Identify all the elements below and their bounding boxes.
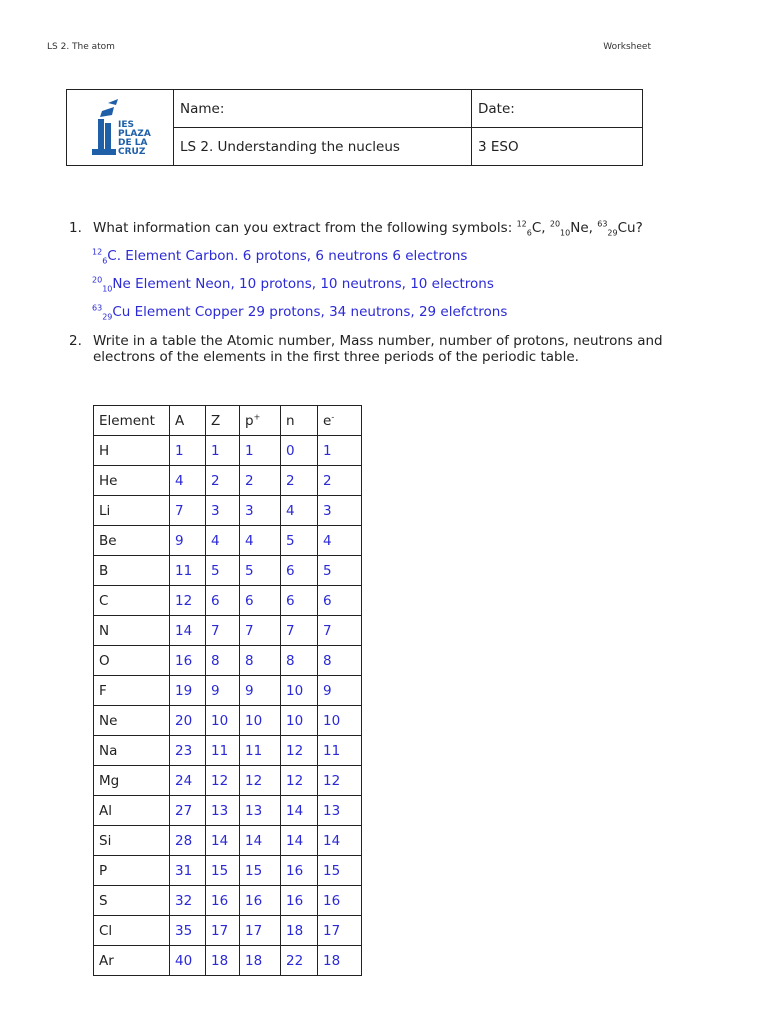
element-symbol-cell: Na: [94, 736, 170, 766]
value-cell: 3: [318, 496, 362, 526]
value-cell: 7: [281, 616, 318, 646]
col-e: e-: [318, 406, 362, 436]
answer-carbon: $^{12}_6$C. Element Carbon. 6 protons, 6 neutrons 6 electrons: [92, 247, 468, 266]
value-cell: 18: [206, 946, 240, 976]
value-cell: 16: [170, 646, 206, 676]
value-cell: 18: [281, 916, 318, 946]
doc-header-left: LS 2. The atom: [47, 42, 115, 52]
answer-copper: $^{63}_{29}$Cu Element Copper 29 protons, 34 neutrons, 29 elefctrons: [92, 303, 508, 322]
col-a: A: [170, 406, 206, 436]
value-cell: 12: [170, 586, 206, 616]
element-symbol-cell: F: [94, 676, 170, 706]
value-cell: 16: [281, 886, 318, 916]
table-row: [94, 646, 362, 676]
element-symbol-cell: Si: [94, 826, 170, 856]
answer-neon: $^{20}_{10}$Ne Element Neon, 10 protons, 10 neutrons, 10 electrons: [92, 275, 494, 294]
logo-text-4: CRUZ: [118, 146, 146, 157]
header-table: [66, 89, 643, 166]
table-row: [94, 826, 362, 856]
value-cell: 4: [240, 526, 281, 556]
value-cell: 28: [170, 826, 206, 856]
value-cell: 35: [170, 916, 206, 946]
course-level: 3 ESO: [472, 128, 643, 166]
value-cell: 5: [318, 556, 362, 586]
value-cell: 6: [281, 556, 318, 586]
value-cell: 12: [318, 766, 362, 796]
value-cell: 2: [206, 466, 240, 496]
value-cell: 1: [240, 436, 281, 466]
element-symbol-cell: O: [94, 646, 170, 676]
school-logo-cell: [67, 90, 174, 166]
value-cell: 11: [170, 556, 206, 586]
element-symbol-cell: H: [94, 436, 170, 466]
value-cell: 14: [281, 826, 318, 856]
elements-table: [93, 405, 362, 976]
col-p: p+: [240, 406, 281, 436]
value-cell: 9: [206, 676, 240, 706]
value-cell: 14: [240, 826, 281, 856]
table-row: [94, 766, 362, 796]
value-cell: 1: [170, 436, 206, 466]
value-cell: 8: [318, 646, 362, 676]
value-cell: 18: [240, 946, 281, 976]
value-cell: 14: [206, 826, 240, 856]
value-cell: 10: [281, 706, 318, 736]
value-cell: 6: [281, 586, 318, 616]
value-cell: 7: [170, 496, 206, 526]
value-cell: 3: [206, 496, 240, 526]
value-cell: 17: [206, 916, 240, 946]
table-row: [94, 436, 362, 466]
value-cell: 2: [240, 466, 281, 496]
logo-text-3: DE LA: [118, 137, 148, 148]
table-row: [94, 616, 362, 646]
value-cell: 11: [240, 736, 281, 766]
table-row: [94, 796, 362, 826]
value-cell: 15: [240, 856, 281, 886]
value-cell: 5: [206, 556, 240, 586]
value-cell: 3: [240, 496, 281, 526]
value-cell: 20: [170, 706, 206, 736]
value-cell: 8: [240, 646, 281, 676]
value-cell: 12: [281, 766, 318, 796]
value-cell: 23: [170, 736, 206, 766]
table-row: [94, 736, 362, 766]
value-cell: 6: [318, 586, 362, 616]
table-row: [94, 496, 362, 526]
table-row: [94, 886, 362, 916]
school-logo: [88, 97, 152, 159]
col-z: Z: [206, 406, 240, 436]
value-cell: 1: [206, 436, 240, 466]
date-label: Date:: [472, 90, 643, 128]
value-cell: 15: [206, 856, 240, 886]
question-2-text: Write in a table the Atomic number, Mass number, number of protons, neutrons and electrons of the elements in the first three periods of the periodic table.: [93, 333, 663, 365]
element-symbol-cell: Mg: [94, 766, 170, 796]
value-cell: 13: [318, 796, 362, 826]
table-row: [94, 946, 362, 976]
table-row: [94, 586, 362, 616]
value-cell: 16: [206, 886, 240, 916]
value-cell: 7: [240, 616, 281, 646]
value-cell: 7: [206, 616, 240, 646]
col-n: n: [281, 406, 318, 436]
value-cell: 4: [281, 496, 318, 526]
value-cell: 13: [206, 796, 240, 826]
doc-header-right: Worksheet: [603, 42, 651, 52]
element-symbol-cell: P: [94, 856, 170, 886]
value-cell: 5: [281, 526, 318, 556]
table-row: [94, 556, 362, 586]
value-cell: 10: [318, 706, 362, 736]
table-row: [94, 916, 362, 946]
value-cell: 10: [206, 706, 240, 736]
value-cell: 11: [318, 736, 362, 766]
table-row: [94, 856, 362, 886]
value-cell: 11: [206, 736, 240, 766]
value-cell: 2: [281, 466, 318, 496]
value-cell: 22: [281, 946, 318, 976]
value-cell: 9: [318, 676, 362, 706]
element-symbol-cell: C: [94, 586, 170, 616]
value-cell: 17: [240, 916, 281, 946]
value-cell: 8: [206, 646, 240, 676]
value-cell: 2: [318, 466, 362, 496]
name-label: Name:: [174, 90, 472, 128]
element-symbol-cell: N: [94, 616, 170, 646]
element-symbol-cell: Ar: [94, 946, 170, 976]
value-cell: 10: [281, 676, 318, 706]
table-header-row: [94, 406, 362, 436]
value-cell: 40: [170, 946, 206, 976]
value-cell: 32: [170, 886, 206, 916]
table-row: [94, 676, 362, 706]
table-row: [94, 526, 362, 556]
value-cell: 31: [170, 856, 206, 886]
logo-text-2: PLAZA: [118, 128, 151, 139]
col-element: Element: [94, 406, 170, 436]
element-symbol-cell: S: [94, 886, 170, 916]
element-symbol-cell: Be: [94, 526, 170, 556]
unit-title: LS 2. Understanding the nucleus: [174, 128, 472, 166]
element-symbol-cell: Cl: [94, 916, 170, 946]
element-symbol-cell: B: [94, 556, 170, 586]
value-cell: 0: [281, 436, 318, 466]
value-cell: 9: [240, 676, 281, 706]
value-cell: 7: [318, 616, 362, 646]
value-cell: 12: [206, 766, 240, 796]
question-2-number: 2.: [69, 333, 82, 349]
value-cell: 4: [170, 466, 206, 496]
value-cell: 14: [170, 616, 206, 646]
value-cell: 18: [318, 946, 362, 976]
value-cell: 19: [170, 676, 206, 706]
question-1-number: 1.: [69, 220, 82, 236]
element-symbol-cell: Al: [94, 796, 170, 826]
table-row: [94, 466, 362, 496]
value-cell: 24: [170, 766, 206, 796]
value-cell: 12: [281, 736, 318, 766]
logo-text-1: IES: [118, 119, 134, 130]
value-cell: 9: [170, 526, 206, 556]
value-cell: 4: [206, 526, 240, 556]
question-1-text: What information can you extract from the following symbols: $^{12}_6$C, $^{20}_{10}$Ne, $^{63}_{29}$Cu?: [93, 219, 643, 238]
value-cell: 6: [240, 586, 281, 616]
element-symbol-cell: Ne: [94, 706, 170, 736]
table-row: [94, 706, 362, 736]
value-cell: 14: [318, 826, 362, 856]
value-cell: 4: [318, 526, 362, 556]
value-cell: 27: [170, 796, 206, 826]
value-cell: 14: [281, 796, 318, 826]
element-symbol-cell: He: [94, 466, 170, 496]
value-cell: 13: [240, 796, 281, 826]
value-cell: 1: [318, 436, 362, 466]
value-cell: 17: [318, 916, 362, 946]
value-cell: 8: [281, 646, 318, 676]
value-cell: 12: [240, 766, 281, 796]
value-cell: 15: [318, 856, 362, 886]
element-symbol-cell: Li: [94, 496, 170, 526]
value-cell: 10: [240, 706, 281, 736]
value-cell: 16: [318, 886, 362, 916]
value-cell: 6: [206, 586, 240, 616]
value-cell: 16: [281, 856, 318, 886]
value-cell: 5: [240, 556, 281, 586]
value-cell: 16: [240, 886, 281, 916]
